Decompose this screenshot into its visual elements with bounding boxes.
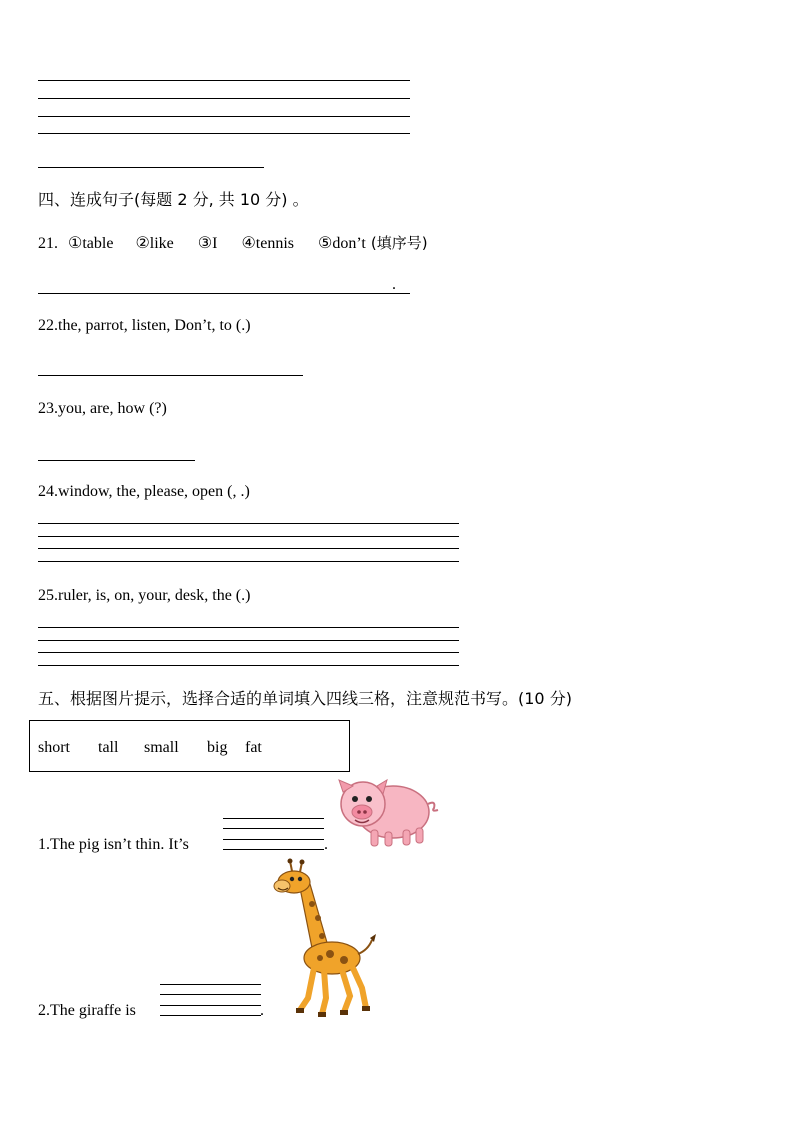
section-5-heading: 五、根据图片提示，选择合适的单词填入四线三格，注意规范书写。(10 分) xyxy=(38,689,572,708)
four-line-grid-line[interactable] xyxy=(160,984,261,985)
end-mark: . xyxy=(324,836,328,853)
four-line-grid-line[interactable] xyxy=(223,818,324,819)
four-line-grid-line[interactable] xyxy=(38,652,459,653)
end-mark: . xyxy=(392,276,396,293)
four-line-grid-line[interactable] xyxy=(38,523,459,524)
four-line-grid-line[interactable] xyxy=(223,849,324,850)
word-bank-item: short xyxy=(38,739,70,756)
four-line-grid-line[interactable] xyxy=(160,994,261,995)
question-23: 23.you, are, how (?) xyxy=(38,400,167,417)
four-line-grid-line[interactable] xyxy=(160,1005,261,1006)
question-number: 21. xyxy=(38,235,62,252)
word-bank-item: small xyxy=(144,739,179,756)
question-21 xyxy=(38,233,428,254)
four-line-grid-line[interactable] xyxy=(223,828,324,829)
four-line-grid-line[interactable] xyxy=(38,627,459,628)
word-option: ③I xyxy=(197,235,218,252)
four-line-grid-line[interactable] xyxy=(160,1015,261,1016)
word-option: ①table xyxy=(68,235,114,252)
answer-line[interactable] xyxy=(38,375,303,376)
four-line-grid-line[interactable] xyxy=(38,548,459,549)
question-24: 24.window, the, please, open (, .) xyxy=(38,483,250,500)
giraffe-image xyxy=(270,858,378,1020)
question-22: 22.the, parrot, listen, Don’t, to (.) xyxy=(38,317,251,334)
four-line-grid-line[interactable] xyxy=(38,665,459,666)
word-option: ②like xyxy=(135,235,174,252)
answer-line[interactable] xyxy=(38,293,410,294)
word-bank xyxy=(29,720,350,772)
four-line-grid-line[interactable] xyxy=(223,839,324,840)
picture-question-2: 2.The giraffe is xyxy=(38,1002,136,1019)
answer-line[interactable] xyxy=(38,98,410,99)
answer-line[interactable] xyxy=(38,460,195,461)
section-4-heading: 四、连成句子(每题 2 分, 共 10 分) 。 xyxy=(38,190,309,209)
answer-line[interactable] xyxy=(38,167,264,168)
pig-image xyxy=(333,778,439,850)
word-option: ④tennis xyxy=(241,235,295,252)
word-bank-item: tall xyxy=(98,739,119,756)
word-option: ⑤don’t xyxy=(318,235,366,252)
question-25: 25.ruler, is, on, your, desk, the (.) xyxy=(38,587,251,604)
picture-question-1: 1.The pig isn’t thin. It’s xyxy=(38,836,189,853)
end-mark: . xyxy=(260,1002,264,1019)
four-line-grid-line[interactable] xyxy=(38,561,459,562)
four-line-grid-line[interactable] xyxy=(38,640,459,641)
instruction-note: (填序号) xyxy=(370,234,428,252)
word-bank-item: big xyxy=(207,739,228,756)
answer-line[interactable] xyxy=(38,116,410,117)
answer-line[interactable] xyxy=(38,80,410,81)
four-line-grid-line[interactable] xyxy=(38,536,459,537)
word-bank-item: fat xyxy=(245,739,262,756)
answer-line[interactable] xyxy=(38,133,410,134)
